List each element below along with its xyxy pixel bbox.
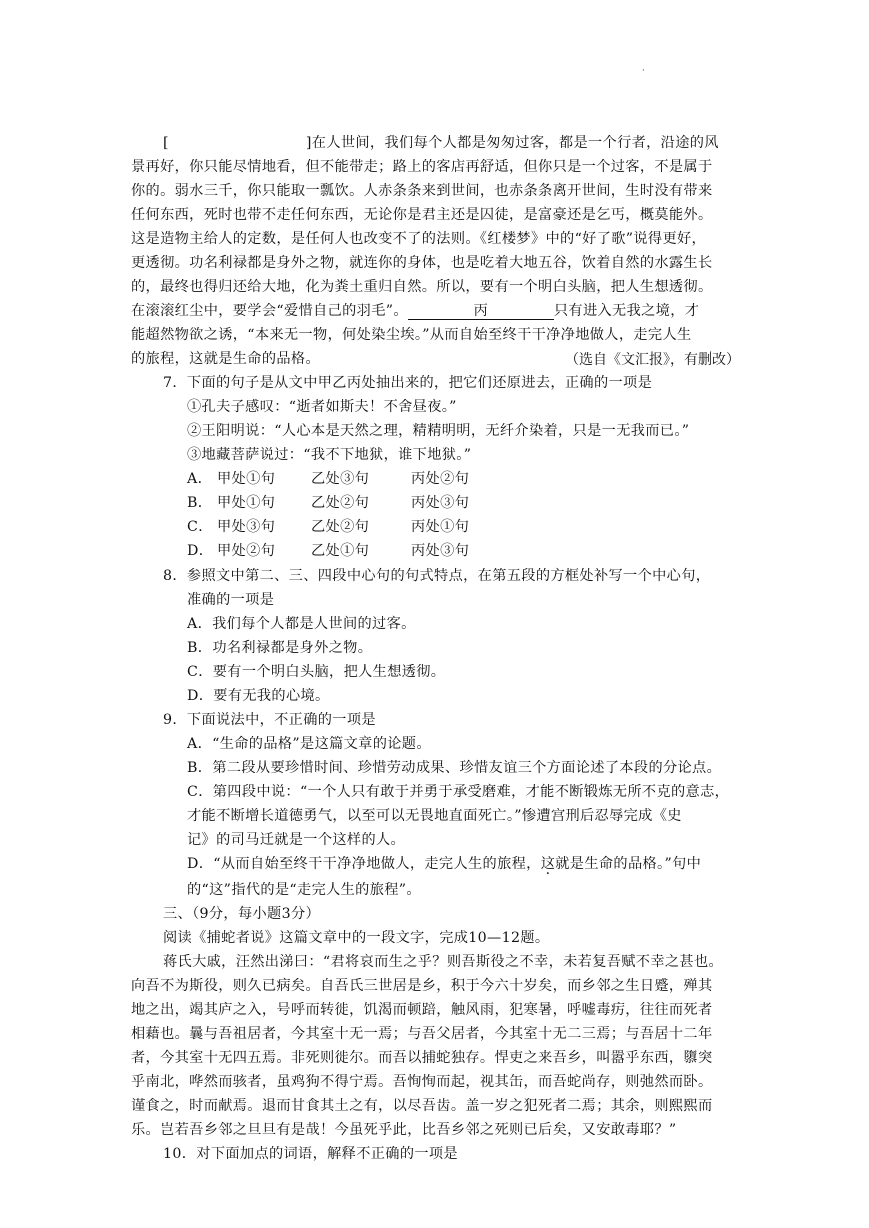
classical-text-line: 地之出，竭其庐之入，号呼而转徙，饥渴而顿踣，触风雨，犯寒暑，呼嘘毒疠，往往而死者	[131, 1002, 713, 1018]
q8-option-a: A．我们每个人都是人世间的过客。	[187, 616, 416, 632]
q7-sentence-1: ①孔夫子感叹：“逝者如斯夫！不舍昼夜。”	[187, 399, 457, 415]
q7-option-c: C． 甲处③句 乙处②句 丙处①句	[187, 519, 470, 535]
q9-option-d-cont: 的“这”指代的是“走完人生的旅程”。	[187, 882, 421, 898]
q7-option-b: B． 甲处①句 乙处②句 丙处③句	[187, 495, 470, 511]
classical-text-line: 谨食之，时而献焉。退而甘食其土之有，以尽吾齿。盖一岁之犯死者二焉；其余，则熙熙而	[131, 1098, 713, 1114]
classical-text-line: 乐。岂若吾乡邻之旦旦有是哉！今虽死乎此，比吾乡邻之死则已后矣，又安敢毒耶？”	[131, 1122, 677, 1138]
classical-text-line: 乎南北，哗然而骇者，虽鸡狗不得宁焉。吾恂恂而起，视其缶，而吾蛇尚存，则弛然而卧。	[131, 1074, 713, 1090]
center-sentence-box-open: [	[163, 135, 169, 151]
classical-text-line: 相藉也。曩与吾祖居者，今其室十无一焉；与吾父居者，今其室十无二三焉；与吾居十二年	[131, 1026, 713, 1042]
passage-line-blank: 在滚滚红尘中，要学会“爱惜自己的羽毛”。 丙 只有进入无我之境，才	[131, 303, 700, 319]
passage-source: （选自《文汇报》，有删改）	[565, 352, 740, 368]
q9-option-c-cont: 记》的司马迁就是一个这样的人。	[187, 832, 406, 848]
q7-option-a: A． 甲处①句 乙处③句 丙处②句	[187, 471, 470, 487]
q7-stem: 7．下面的句子是从文中甲乙丙处抽出来的，把它们还原进去，正确的一项是	[163, 375, 653, 391]
q9-stem: 9．下面说法中，不正确的一项是	[163, 712, 376, 728]
q9-option-c-cont: 才能不断增长道德勇气，以至可以无畏地直面死亡。”惨遭宫刑后忍辱完成《史	[187, 808, 682, 824]
passage-line: 景再好，你只能尽情地看，但不能带走；路上的客店再舒适，但你只是一个过客，不是属于	[131, 159, 713, 175]
passage-line: 你的。弱水三千，你只能取一瓢饮。人赤条条来到世间，也赤条条离开世间，生时没有带来	[131, 183, 713, 199]
classical-text-line: 者，今其室十无四五焉。非死则徙尔。而吾以捕蛇独存。悍吏之来吾乡，叫嚣乎东西，隳突	[131, 1050, 713, 1066]
emphasized-word: 这	[540, 856, 556, 872]
passage-line: 任何东西，死时也带不走任何东西，无论你是君主还是囚徒，是富豪还是乞丐，概莫能外。	[131, 207, 713, 223]
passage-line: 的旅程，这就是生命的品格。	[131, 351, 320, 367]
passage-line: 更透彻。功名利禄都是身外之物，就连你的身体，也是吃着大地五谷，饮着自然的水露生长	[131, 255, 713, 271]
q8-stem: 8．参照文中第二、三、四段中心句的句式特点，在第五段的方框处补写一个中心句，	[163, 568, 711, 584]
classical-text-line: 蒋氏大戚，汪然出涕曰：“君将哀而生之乎？则吾斯役之不幸，未若复吾赋不幸之甚也。	[163, 954, 724, 970]
passage-line: 的，最终也得归还给大地，化为粪土重归自然。所以，要有一个明白头脑，把人生想透彻。	[131, 279, 713, 295]
section-intro: 阅读《捕蛇者说》这篇文章中的一段文字，完成10—12题。	[163, 930, 550, 946]
q9-option-d: D．“从而自始至终干干净净地做人，走完人生的旅程，这就是生命的品格。”句中	[187, 856, 702, 872]
q8-stem-cont: 准确的一项是	[187, 592, 275, 608]
passage-line-1: [ ]在人世间，我们每个人都是匆匆过客，都是一个行者，沿途的风	[163, 135, 719, 151]
section-heading: 三、（9分，每小题3分）	[163, 906, 321, 922]
center-sentence-box-close: ]	[305, 135, 312, 151]
q7-sentence-2: ②王阳明说：“人心本是天然之理，精精明明，无纤介染着，只是一无我而已。”	[187, 423, 690, 439]
passage-line: 这是造物主给人的定数，是任何人也改变不了的法则。《红楼梦》中的“好了歌”说得更好，	[131, 231, 707, 247]
classical-text-line: 向吾不为斯役，则久已病矣。自吾氏三世居是乡，积于今六十岁矣，而乡邻之生日蹙，殚其	[131, 978, 713, 994]
q8-option-c: C．要有一个明白头脑，把人生想透彻。	[187, 664, 446, 680]
q10-stem: 10．对下面加点的词语，解释不正确的一项是	[163, 1146, 458, 1162]
passage-line: 能超然物欲之诱，“本来无一物，何处染尘埃。”从而自始至终干干净净地做人，走完人生	[131, 327, 692, 343]
q9-option-c: C．第四段中说：“一个人只有敢于并勇于承受磨难，才能不断锻炼无所不克的意志，	[187, 784, 730, 800]
q7-sentence-3: ③地藏菩萨说过：“我不下地狱，谁下地狱。”	[187, 447, 472, 463]
q9-option-b: B．第二段从要珍惜时间、珍惜劳动成果、珍惜友谊三个方面论述了本段的分论点。	[187, 760, 722, 776]
blank-bing: 丙	[408, 303, 554, 320]
page-mark: ·	[642, 66, 645, 76]
q8-option-b: B．功名利禄都是身外之物。	[187, 640, 373, 656]
q9-option-a: A．“生命的品格”是这篇文章的论题。	[187, 736, 431, 752]
q7-option-d: D． 甲处②句 乙处①句 丙处③句	[187, 543, 470, 559]
q8-option-d: D．要有无我的心境。	[187, 688, 330, 704]
